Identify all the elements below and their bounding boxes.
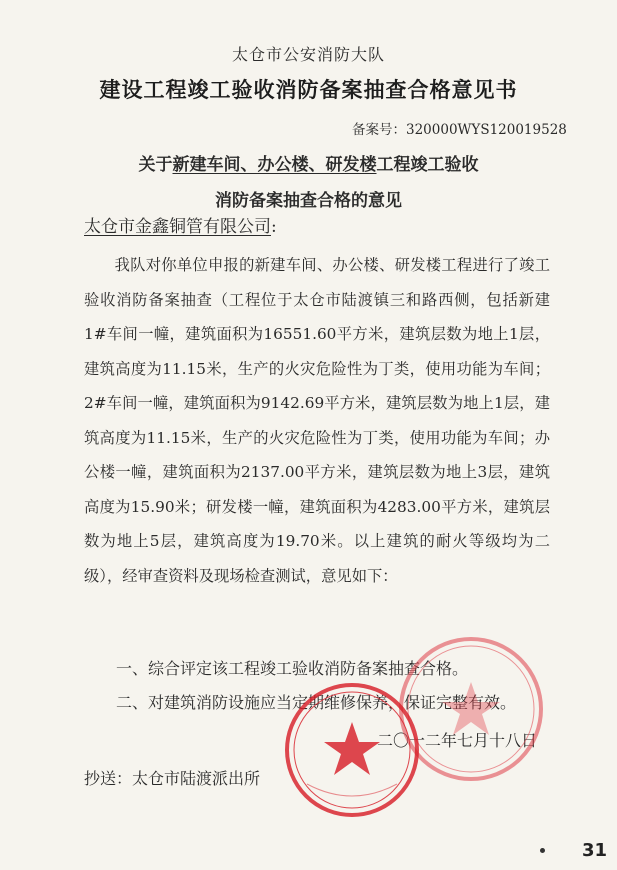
subject-prefix: 关于 [138, 155, 173, 175]
addressee [84, 212, 277, 237]
issuer-name: 太仓市公安消防大队 [231, 45, 385, 64]
page-number: 31 [582, 840, 608, 861]
addressee-name: 太仓市金鑫铜管有限公司 [84, 217, 271, 237]
seal-star-icon [324, 722, 380, 775]
subject-line-2: 消防备案抽查合格的意见 [215, 191, 402, 211]
company-seal [282, 680, 422, 820]
addressee-colon: : [271, 217, 277, 237]
page-dot [540, 848, 545, 853]
subject-line-1 [0, 150, 617, 175]
body-paragraph: 我队对你单位申报的新建车间、办公楼、研发楼工程进行了竣工验收消防备案抽查（工程位于太仓市陆渡镇三和路西侧，包括新建1#车间一幢，建筑面积为16551.60平方米，建筑层数为地上1层，建筑高度为11.15米，生产的火灾危险性为丁类，使用功能为车间；2#车间一幢，建筑面积为9142.69平方米，建筑层数为地上1层，建筑高度为11.15米，生产的火灾危险性为丁类，使用功能为车间；办公楼一幢，建筑面积为2137.00平方米，建筑层数为地上3层，建筑高度为15.90米；研发楼一幢，建筑面积为4283.00平方米，建筑层数为地上5层，建筑高度为19.70米。以上建筑的耐火等级均为二级），经审查资料及现场检查测试，意见如下： [84, 256, 550, 585]
subject-suffix: 工程竣工验收 [376, 155, 479, 175]
opinion-item-2: 二、对建筑消防设施应当定期维修保养，保证完整有效。 [116, 693, 517, 712]
issue-date: 二〇一二年七月十八日 [376, 731, 537, 750]
subject-underlined: 新建车间、办公楼、研发楼 [172, 155, 377, 175]
document-title: 建设工程竣工验收消防备案抽查合格意见书 [99, 77, 518, 102]
record-number: 备案号：320000WYS120019528 [352, 122, 567, 138]
opinion-item-1: 一、综合评定该工程竣工验收消防备案抽查合格。 [116, 659, 469, 678]
cc-line: 抄送：太仓市陆渡派出所 [84, 769, 261, 788]
